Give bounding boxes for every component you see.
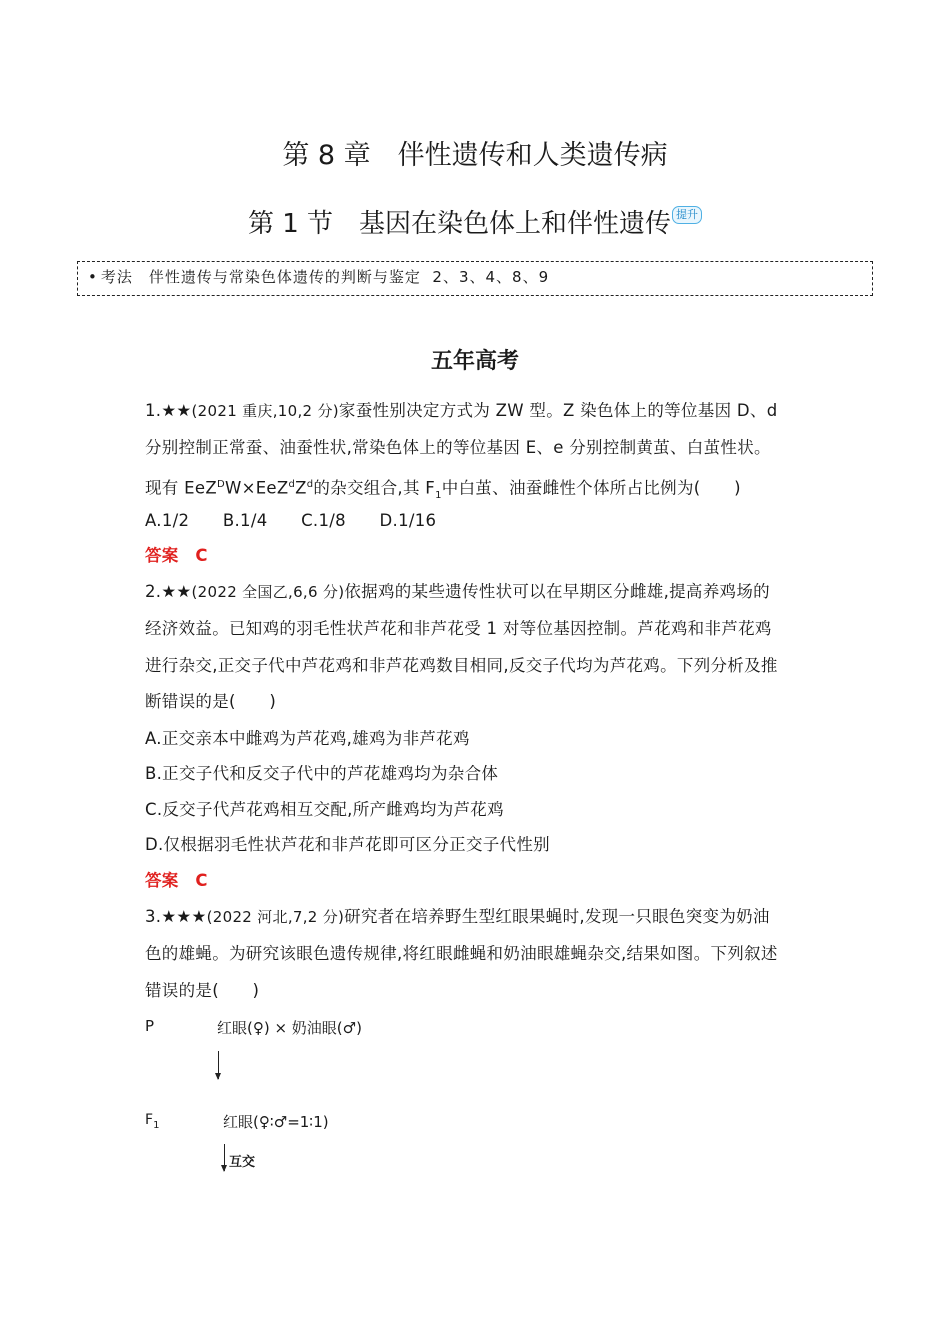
q1-options: A.1/2 B.1/4 C.1/8 D.1/16 bbox=[145, 511, 437, 530]
q2-line3: 进行杂交,正交子代中芦花鸡和非芦花鸡数目相同,反交子代均为芦花鸡。下列分析及推 bbox=[145, 656, 778, 675]
section-heading: 五年高考 bbox=[430, 349, 519, 374]
q3-line1: 3.★★★(2022 河北,7,2 分)研究者在培养野生型红眼果蝇时,发现一只眼色突变为奶油 bbox=[145, 907, 770, 926]
q2-line2: 经济效益。已知鸡的羽毛性状芦花和非芦花受 1 对等位基因控制。芦花鸡和非芦花鸡 bbox=[145, 619, 772, 638]
chapter-title: 第 8 章 伴性遗传和人类遗传病 bbox=[282, 140, 668, 171]
q3-line2: 色的雄蝇。为研究该眼色遗传规律,将红眼雌蝇和奶油眼雄蝇杂交,结果如图。下列叙述 bbox=[145, 944, 778, 963]
section-title bbox=[0, 203, 950, 240]
q1-answer: 答案 C bbox=[145, 546, 208, 565]
q2-option-a: A.正交亲本中雌鸡为芦花鸡,雄鸡为非芦花鸡 bbox=[145, 729, 470, 748]
diagram-f1-label: $F_1$ bbox=[145, 1112, 160, 1131]
exam-method-numbers: 2、3、4、8、9 bbox=[432, 268, 550, 286]
diagram-intercross-label: 互交 bbox=[229, 1155, 256, 1170]
q1-line1: 1.★★(2021 重庆,10,2 分)家蚕性别决定方式为 ZW 型。Z 染色体上的等位基因 D、d bbox=[145, 401, 778, 420]
q2-option-c: C.反交子代芦花鸡相互交配,所产雌鸡均为芦花鸡 bbox=[145, 800, 504, 819]
diagram-f1-result: 红眼(♀∶♂=1∶1) bbox=[223, 1113, 329, 1131]
diagram-p-cross: 红眼(♀) × 奶油眼(♂) bbox=[217, 1019, 362, 1037]
diagram-p-label: P bbox=[145, 1017, 155, 1035]
down-arrow-icon bbox=[218, 1051, 219, 1079]
down-arrow-icon bbox=[224, 1144, 225, 1171]
q2-option-b: B.正交子代和反交子代中的芦花雄鸡均为杂合体 bbox=[145, 764, 499, 783]
q1-line3: 现有 $EeZ^DW\times EeZ^dZ^d$的杂交组合,其 $F_1$中白茧、油蚕雌性个体所占比例为( ) bbox=[145, 478, 741, 501]
exam-method-box bbox=[77, 261, 873, 296]
q1-line2: 分别控制正常蚕、油蚕性状,常染色体上的等位基因 E、e 分别控制黄茧、白茧性状。 bbox=[145, 438, 771, 457]
q2-answer: 答案 C bbox=[145, 871, 208, 890]
section-title-text: 第 1 节 基因在染色体上和伴性遗传 bbox=[247, 209, 672, 239]
q3-line3: 错误的是( ) bbox=[145, 981, 260, 1000]
q2-line4: 断错误的是( ) bbox=[145, 692, 277, 711]
exam-method-label: 考法 伴性遗传与常染色体遗传的判断与鉴定 bbox=[100, 268, 421, 286]
bullet-icon: • bbox=[88, 268, 98, 286]
level-badge: 提升 bbox=[672, 206, 702, 224]
q2-option-d: D.仅根据羽毛性状芦花和非芦花即可区分正交子代性别 bbox=[145, 835, 550, 854]
q2-line1: 2.★★(2022 全国乙,6,6 分)依据鸡的某些遗传性状可以在早期区分雌雄,提高养鸡场的 bbox=[145, 582, 770, 601]
